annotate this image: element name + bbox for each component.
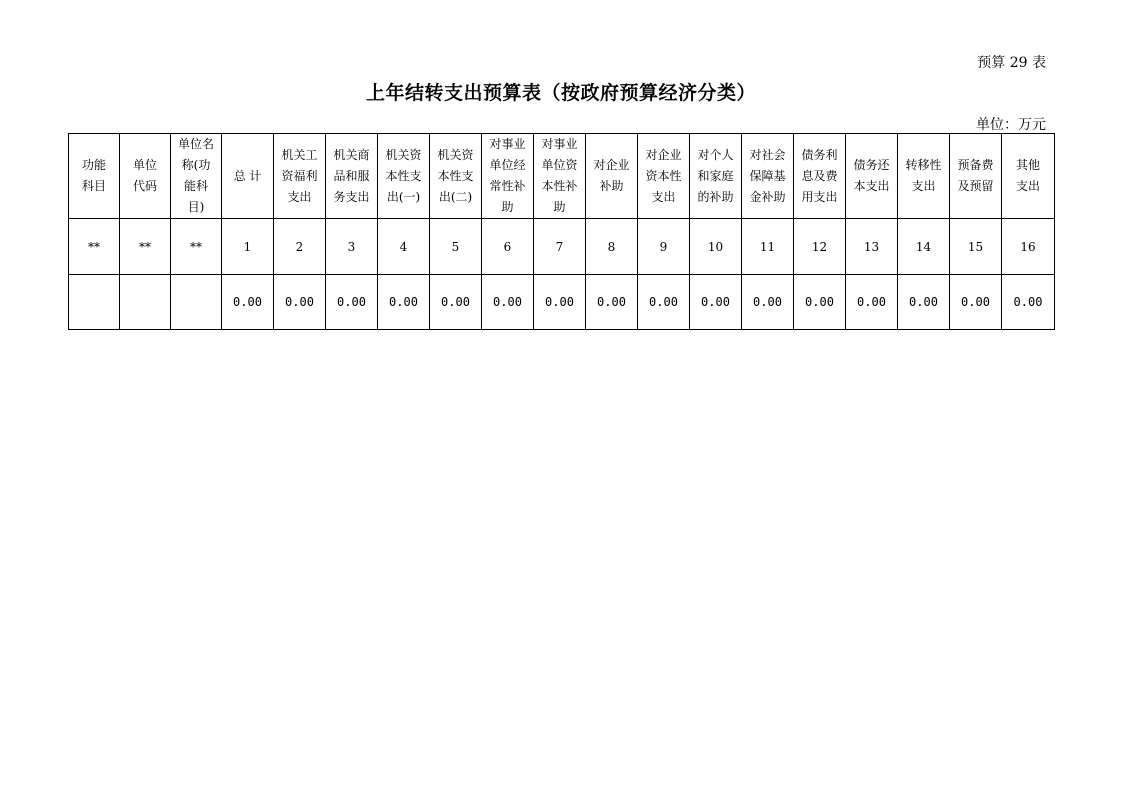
- column-header: 机关资本性支出(二): [430, 134, 482, 219]
- column-header: 转移性支出: [898, 134, 950, 219]
- column-header: 其他支出: [1002, 134, 1055, 219]
- table-row: [69, 275, 1055, 330]
- column-header: 预备费及预留: [950, 134, 1002, 219]
- index-cell: 16: [1002, 219, 1055, 275]
- data-cell: 0.00: [378, 275, 430, 330]
- index-cell: **: [171, 219, 222, 275]
- data-cell: 0.00: [274, 275, 326, 330]
- index-cell: 9: [638, 219, 690, 275]
- data-cell: 0.00: [326, 275, 378, 330]
- index-cell: 5: [430, 219, 482, 275]
- index-cell: 4: [378, 219, 430, 275]
- column-header: 对事业单位资本性补助: [534, 134, 586, 219]
- unit-label: 单位：万元: [976, 117, 1046, 133]
- column-header: 机关工资福利支出: [274, 134, 326, 219]
- data-cell: [120, 275, 171, 330]
- data-cell: 0.00: [794, 275, 846, 330]
- index-cell: 13: [846, 219, 898, 275]
- data-cell: 0.00: [846, 275, 898, 330]
- column-header: 机关商品和服务支出: [326, 134, 378, 219]
- column-header: 单位代码: [120, 134, 171, 219]
- column-header: 单位名称(功能科目): [171, 134, 222, 219]
- data-cell: 0.00: [950, 275, 1002, 330]
- index-cell: 14: [898, 219, 950, 275]
- data-cell: 0.00: [430, 275, 482, 330]
- data-cell: 0.00: [586, 275, 638, 330]
- column-header: 功能科目: [69, 134, 120, 219]
- column-header: 总 计: [222, 134, 274, 219]
- data-cell: 0.00: [742, 275, 794, 330]
- index-cell: **: [69, 219, 120, 275]
- column-header: 对社会保障基金补助: [742, 134, 794, 219]
- column-header: 对企业资本性支出: [638, 134, 690, 219]
- data-cell: 0.00: [222, 275, 274, 330]
- column-header: 对事业单位经常性补助: [482, 134, 534, 219]
- data-cell: [69, 275, 120, 330]
- index-cell: 8: [586, 219, 638, 275]
- index-cell: 7: [534, 219, 586, 275]
- column-header: 机关资本性支出(一): [378, 134, 430, 219]
- data-cell: [171, 275, 222, 330]
- data-cell: 0.00: [1002, 275, 1055, 330]
- index-cell: 15: [950, 219, 1002, 275]
- index-cell: 2: [274, 219, 326, 275]
- data-cell: 0.00: [534, 275, 586, 330]
- index-cell: 11: [742, 219, 794, 275]
- column-header: 对个人和家庭的补助: [690, 134, 742, 219]
- budget-table: [68, 133, 1055, 330]
- index-cell: 1: [222, 219, 274, 275]
- data-cell: 0.00: [898, 275, 950, 330]
- data-cell: 0.00: [482, 275, 534, 330]
- data-cell: 0.00: [690, 275, 742, 330]
- column-header: 债务利息及费用支出: [794, 134, 846, 219]
- index-row: [69, 219, 1055, 275]
- index-cell: 3: [326, 219, 378, 275]
- data-cell: 0.00: [638, 275, 690, 330]
- page-title: 上年结转支出预算表（按政府预算经济分类）: [365, 82, 756, 104]
- table-code: 预算 29 表: [977, 55, 1046, 71]
- column-header: 对企业补助: [586, 134, 638, 219]
- index-cell: **: [120, 219, 171, 275]
- index-cell: 12: [794, 219, 846, 275]
- column-header: 债务还本支出: [846, 134, 898, 219]
- index-cell: 10: [690, 219, 742, 275]
- header-row: [69, 134, 1055, 219]
- index-cell: 6: [482, 219, 534, 275]
